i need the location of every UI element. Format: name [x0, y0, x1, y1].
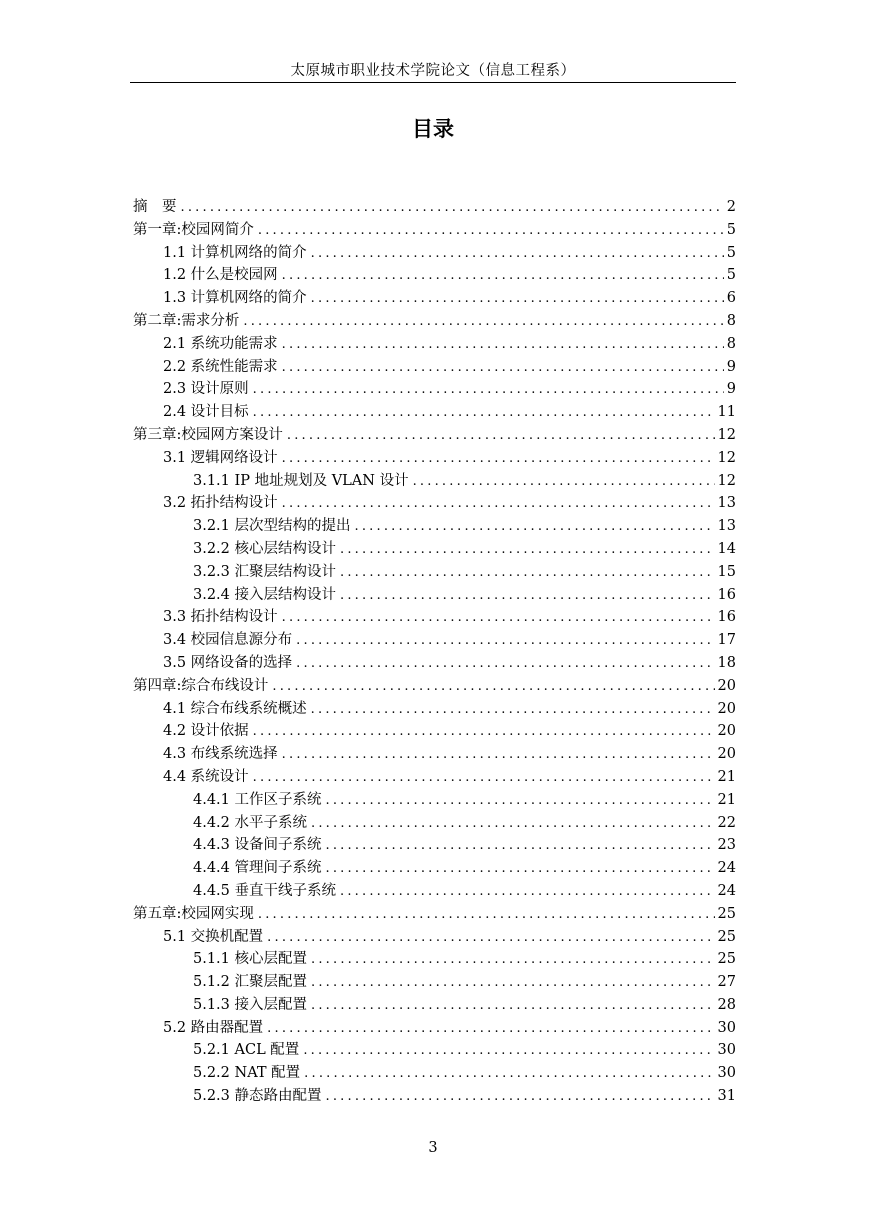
- toc-entry-title: 4.4 系统设计: [163, 768, 249, 785]
- toc-entry-title: 3.2 拓扑结构设计: [163, 495, 278, 512]
- toc-entry-title: 第四章:综合布线设计: [133, 677, 269, 694]
- toc-entry-page: 16: [717, 609, 736, 626]
- toc-entry-page: 12: [717, 426, 736, 443]
- toc-entry-page: 12: [717, 472, 736, 489]
- toc-entry-title: 第二章:需求分析: [133, 312, 240, 329]
- dot-leader: [311, 699, 715, 722]
- toc-entry-page: 24: [717, 860, 736, 877]
- toc-entry-title: 5.2.3 静态路由配置: [193, 1088, 322, 1105]
- toc-entry-page: 20: [717, 723, 736, 740]
- toc-entry[interactable]: [133, 287, 736, 310]
- dot-leader: [311, 813, 715, 836]
- dot-leader: [282, 265, 724, 288]
- dot-leader: [311, 949, 715, 972]
- page-number: 3: [428, 1140, 438, 1156]
- toc-entry-title: 3.4 校园信息源分布: [163, 632, 293, 649]
- toc-entry-title: 4.4.2 水平子系统: [193, 814, 308, 831]
- toc-entry-page: 5: [726, 244, 736, 261]
- toc-entry-page: 27: [717, 974, 736, 991]
- toc-entry-title: 5.1.1 核心层配置: [193, 951, 308, 968]
- dot-leader: [282, 334, 724, 357]
- toc-entry[interactable]: [133, 812, 736, 835]
- toc-entry-page: 12: [717, 449, 736, 466]
- toc-entry-page: 11: [717, 404, 736, 421]
- dot-leader: [340, 881, 715, 904]
- toc-entry-title: 3.1 逻辑网络设计: [163, 449, 278, 466]
- toc-entry[interactable]: [133, 1039, 736, 1062]
- toc-entry[interactable]: [133, 264, 736, 287]
- dot-leader: [340, 585, 715, 608]
- toc-entry[interactable]: [133, 880, 736, 903]
- toc-entry-page: 25: [717, 928, 736, 945]
- toc-entry-title: 4.3 布线系统选择: [163, 746, 278, 763]
- dot-leader: [287, 425, 715, 448]
- toc-entry-page: 21: [717, 791, 736, 808]
- toc-entry-page: 16: [717, 586, 736, 603]
- toc-entry-page: 21: [717, 768, 736, 785]
- toc-entry-page: 23: [717, 837, 736, 854]
- toc-entry-title: 3.3 拓扑结构设计: [163, 609, 278, 626]
- toc-entry[interactable]: [133, 356, 736, 379]
- toc-entry-page: 18: [717, 654, 736, 671]
- toc-entry-title: 第三章:校园网方案设计: [133, 426, 283, 443]
- toc-entry-title: 1.2 什么是校园网: [163, 267, 278, 284]
- toc-entry-title: 2.4 设计目标: [163, 404, 249, 421]
- dot-leader: [267, 927, 714, 950]
- toc-entry[interactable]: [133, 766, 736, 789]
- dot-leader: [253, 402, 715, 425]
- header-rule: [130, 82, 736, 83]
- toc-entry[interactable]: [133, 606, 736, 629]
- toc-entry-page: 9: [726, 381, 736, 398]
- toc-entry-page: 17: [717, 632, 736, 649]
- toc-entry-title: 第一章:校园网简介: [133, 221, 254, 238]
- toc-entry-title: 3.5 网络设备的选择: [163, 654, 293, 671]
- toc-entry-title: 3.2.1 层次型结构的提出: [193, 518, 351, 535]
- toc-entry-title: 4.4.4 管理间子系统: [193, 860, 322, 877]
- toc-entry[interactable]: [133, 333, 736, 356]
- toc-entry-title: 5.2.1 ACL 配置: [193, 1042, 300, 1059]
- dot-leader: [340, 539, 715, 562]
- toc-entry-page: 22: [717, 814, 736, 831]
- toc-entry-title: 5.1.3 接入层配置: [193, 996, 308, 1013]
- toc-entry[interactable]: [133, 675, 736, 698]
- toc-entry-page: 13: [717, 495, 736, 512]
- toc-entry-title: 1.3 计算机网络的简介: [163, 290, 307, 307]
- dot-leader: [311, 972, 715, 995]
- dot-leader: [326, 790, 715, 813]
- toc-entry-page: 2: [726, 199, 736, 215]
- toc-entry[interactable]: [133, 561, 736, 584]
- dot-leader: [282, 744, 715, 767]
- dot-leader: [311, 288, 724, 311]
- toc-entry[interactable]: [133, 698, 736, 721]
- toc-entry[interactable]: [133, 720, 736, 743]
- toc-entry-page: 30: [717, 1019, 736, 1036]
- toc-entry[interactable]: [133, 948, 736, 971]
- toc-entry[interactable]: [133, 926, 736, 949]
- toc-entry-title: 2.1 系统功能需求: [163, 335, 278, 352]
- dot-leader: [282, 607, 715, 630]
- toc-entry-title: 1.1 计算机网络的简介: [163, 244, 307, 261]
- dot-leader: [272, 676, 714, 699]
- toc-entry-page: 20: [717, 677, 736, 694]
- dot-leader: [340, 562, 715, 585]
- toc-entry[interactable]: [133, 971, 736, 994]
- dot-leader: [282, 493, 715, 516]
- toc-entry[interactable]: [133, 310, 736, 333]
- toc-entry-title: 3.2.2 核心层结构设计: [193, 540, 337, 557]
- dot-leader: [311, 243, 724, 266]
- toc-entry-page: 24: [717, 882, 736, 899]
- dot-leader: [258, 220, 724, 243]
- table-of-contents: [133, 196, 736, 1108]
- dot-leader: [303, 1040, 714, 1063]
- toc-entry-title: 5.1.2 汇聚层配置: [193, 974, 308, 991]
- toc-entry-title: 5.2.2 NAT 配置: [193, 1065, 301, 1082]
- dot-leader: [355, 516, 715, 539]
- dot-leader: [326, 858, 715, 881]
- dot-leader: [253, 767, 715, 790]
- toc-entry[interactable]: [133, 743, 736, 766]
- running-header: 太原城市职业技术学院论文（信息工程系）: [290, 63, 576, 79]
- toc-entry-title: 4.2 设计依据: [163, 723, 249, 740]
- toc-entry-page: 15: [717, 563, 736, 580]
- toc-entry[interactable]: [133, 1017, 736, 1040]
- toc-entry-page: 25: [717, 905, 736, 922]
- toc-entry-page: 8: [726, 335, 736, 352]
- dot-leader: [258, 904, 715, 927]
- dot-leader: [253, 379, 724, 402]
- toc-entry[interactable]: [133, 629, 736, 652]
- toc-entry-page: 9: [726, 358, 736, 375]
- toc-entry-page: 25: [717, 951, 736, 968]
- toc-entry-page: 20: [717, 700, 736, 717]
- toc-entry[interactable]: [133, 424, 736, 447]
- dot-leader: [326, 835, 715, 858]
- toc-entry-page: 13: [717, 518, 736, 535]
- toc-entry-title: 2.2 系统性能需求: [163, 358, 278, 375]
- toc-entry-title: 摘 要: [133, 199, 177, 215]
- toc-entry[interactable]: [133, 1085, 736, 1108]
- dot-leader: [296, 653, 714, 676]
- toc-entry-page: 5: [726, 221, 736, 238]
- dot-leader: [282, 448, 715, 471]
- toc-entry-title: 3.2.3 汇聚层结构设计: [193, 563, 337, 580]
- toc-entry-title: 4.4.3 设备间子系统: [193, 837, 322, 854]
- toc-entry[interactable]: [133, 584, 736, 607]
- toc-entry[interactable]: [133, 515, 736, 538]
- dot-leader: [282, 357, 724, 380]
- dot-leader: [311, 995, 715, 1018]
- toc-entry[interactable]: [133, 652, 736, 675]
- toc-entry-title: 5.2 路由器配置: [163, 1019, 264, 1036]
- toc-entry[interactable]: [133, 242, 736, 265]
- toc-entry[interactable]: [133, 994, 736, 1017]
- toc-entry-title: 2.3 设计原则: [163, 381, 249, 398]
- toc-entry[interactable]: [133, 538, 736, 561]
- toc-entry-title: 3.2.4 接入层结构设计: [193, 586, 337, 603]
- toc-entry[interactable]: [133, 834, 736, 857]
- toc-entry[interactable]: [133, 447, 736, 470]
- dot-leader: [296, 630, 714, 653]
- dot-leader: [413, 471, 715, 494]
- toc-entry[interactable]: [133, 219, 736, 242]
- toc-entry-page: 8: [726, 312, 736, 329]
- toc-entry-page: 5: [726, 267, 736, 284]
- dot-leader: [243, 311, 723, 334]
- toc-entry[interactable]: [133, 1062, 736, 1085]
- toc-entry-page: 20: [717, 746, 736, 763]
- toc-entry-page: 30: [717, 1042, 736, 1059]
- toc-entry[interactable]: [133, 470, 736, 493]
- toc-entry-title: 4.1 综合布线系统概述: [163, 700, 307, 717]
- dot-leader: [326, 1086, 715, 1109]
- toc-entry-title: 5.1 交换机配置: [163, 928, 264, 945]
- toc-entry-title: 3.1.1 IP 地址规划及 VLAN 设计: [193, 472, 409, 489]
- toc-entry[interactable]: [133, 196, 736, 219]
- toc-entry[interactable]: [133, 857, 736, 880]
- dot-leader: [253, 721, 715, 744]
- dot-leader: [304, 1063, 714, 1086]
- dot-leader: [267, 1018, 714, 1041]
- toc-entry[interactable]: [133, 789, 736, 812]
- toc-entry-page: 14: [717, 540, 736, 557]
- toc-entry[interactable]: [133, 401, 736, 424]
- toc-entry[interactable]: [133, 492, 736, 515]
- toc-entry-page: 31: [717, 1088, 736, 1105]
- toc-entry-title: 4.4.1 工作区子系统: [193, 791, 322, 808]
- dot-leader: [181, 197, 724, 220]
- toc-entry-title: 4.4.5 垂直干线子系统: [193, 882, 337, 899]
- toc-entry-page: 28: [717, 996, 736, 1013]
- page-title: 目录: [412, 117, 454, 141]
- toc-entry-title: 第五章:校园网实现: [133, 905, 254, 922]
- toc-entry-page: 6: [726, 290, 736, 307]
- toc-entry[interactable]: [133, 903, 736, 926]
- toc-entry-page: 30: [717, 1065, 736, 1082]
- toc-entry[interactable]: [133, 378, 736, 401]
